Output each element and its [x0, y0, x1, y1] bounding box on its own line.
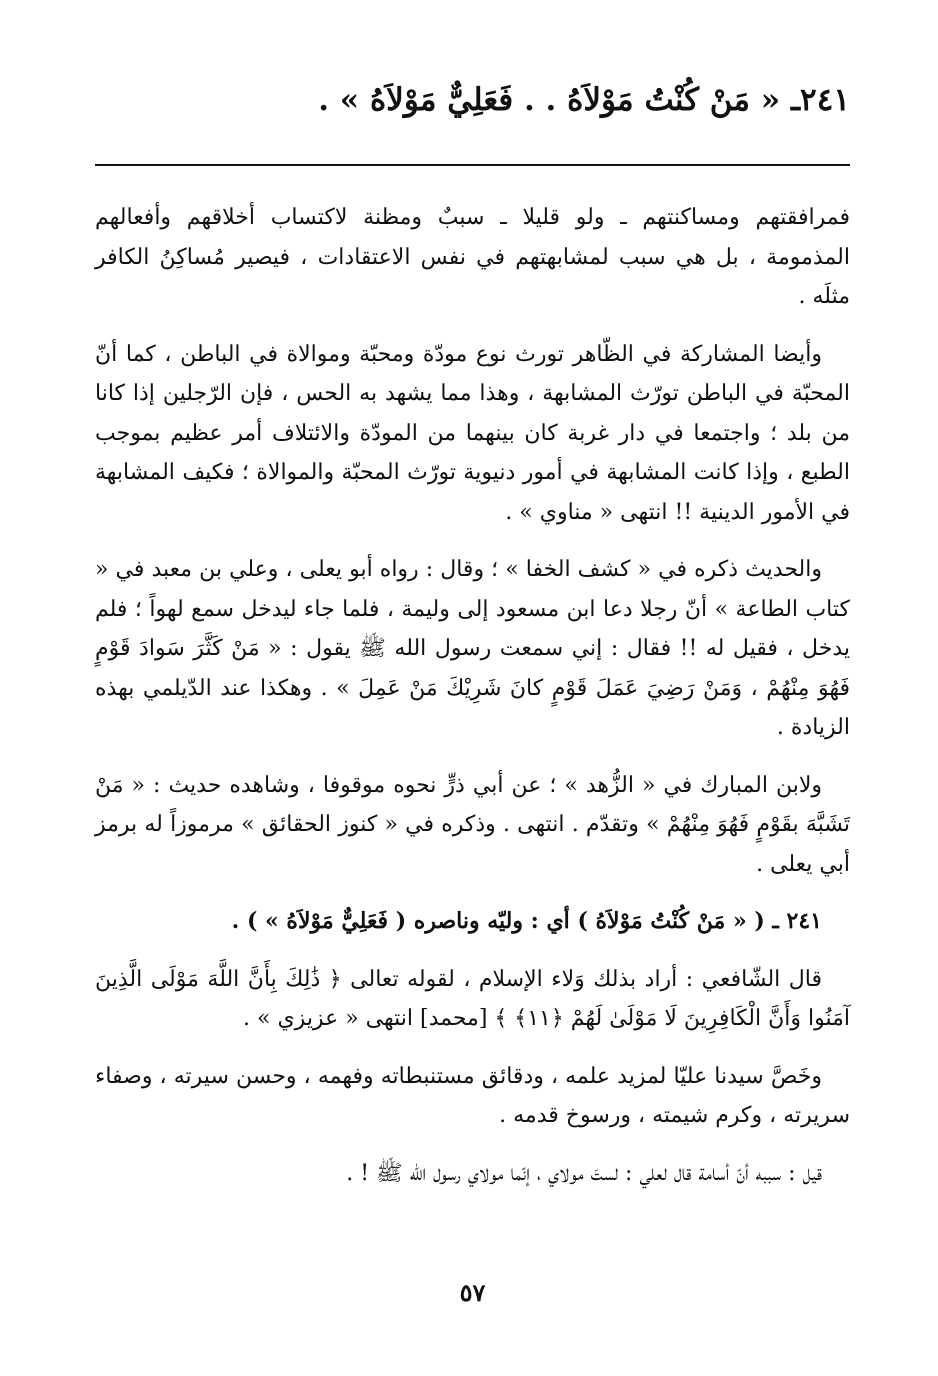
paragraph-3: والحديث ذكره في « كشف الخفا » ؛ وقال : رواه أبو يعلى ، وعلي بن معبد في « كتاب الطاعة » أنّ رجلا دعا ابن مسعود إلى وليمة ، فلما جاء ليدخل سمع لهواً ؛ فلم يدخل ، فقيل له !! فقال : إني سمعت رسول الله ﷺ يقول : « مَنْ كَثَّرَ سَوادَ قَوْمٍ فَهُوَ مِنْهُمْ ، وَمَنْ رَضِيَ عَمَلَ قَوْمٍ كانَ شَرِيْكَ مَنْ عَمِلَ » . وهكذا عند الدّيلمي بهذه الزيادة . [95, 557, 850, 740]
paragraph-4: ولابن المبارك في « الزُّهد » ؛ عن أبي ذرٍّ نحوه موقوفا ، وشاهده حديث : « مَنْ تَشَبَّهَ بقَوْمٍ فَهُوَ مِنْهُمْ » وتقدّم . انتهى . وذكره في « كنوز الحقائق » مرموزاً له برمز أبي يعلى . [95, 772, 850, 877]
paragraph-8: قيل : سببه أنّ أسامة قال لعلي : لستَ مولاي ، إنّما مولاي رسول الله ﷺ ! . [346, 1160, 822, 1186]
document-page [95, 60, 850, 1350]
heading-divider [95, 164, 850, 166]
page-number: ٥٧ [459, 1278, 486, 1307]
paragraph-7: وخَصَّ سيدنا عليّا لمزيد علمه ، ودقائق مستنبطاته وفهمه ، وحسن سيرته ، وصفاء سريرته ، وكرم شيمته ، ورسوخ قدمه . [95, 1063, 850, 1128]
hadith-explanation-heading: ٢٤١ ـ ( « مَنْ كُنْتُ مَوْلاَهُ ) أي : وليّه وناصره ( فَعَلِيٌّ مَوْلاَهُ » ) . [231, 908, 822, 934]
paragraph-6: قال الشّافعي : أراد بذلك وَلاء الإسلام ، لقوله تعالى ﴿ ذَٰلِكَ بِأَنَّ اللَّهَ مَوْلَى الَّذِينَ آمَنُوا وَأَنَّ الْكَافِرِينَ لَا مَوْلَىٰ لَهُمْ ﴿١١﴾ ﴾ [محمد] انتهى « عزيزي » . [95, 966, 850, 1031]
paragraph-2: وأيضا المشاركة في الظّاهر تورث نوع مودّة ومحبّة وموالاة في الباطن ، كما أنّ المحبّة في الباطن تورّث المشابهة ، وهذا مما يشهد به الحس ، فإن الرّجلين إذا كانا من بلد ؛ واجتمعا في دار غربة كان بينهما من المودّة والائتلاف أمر عظيم بموجب الطبع ، وإذا كانت المشابهة في أمور دنيوية تورّث المحبّة والموالاة ؛ فكيف المشابهة في الأمور الدينية !! انتهى « مناوي » . [95, 341, 850, 525]
paragraph-1: فمرافقتهم ومساكنتهم ـ ولو قليلا ـ سببٌ ومظنة لاكتساب أخلاقهم وأفعالهم المذمومة ، بل هي سبب لمشابهتهم في نفس الاعتقادات ، فيصير مُساكِنُ الكافر مثلَه . [95, 205, 850, 309]
commentary-body [95, 198, 850, 1211]
hadith-heading: ٢٤١ـ « مَنْ كُنْتُ مَوْلاَهُ . . فَعَلِيٌّ مَوْلاَهُ » . [318, 82, 850, 118]
